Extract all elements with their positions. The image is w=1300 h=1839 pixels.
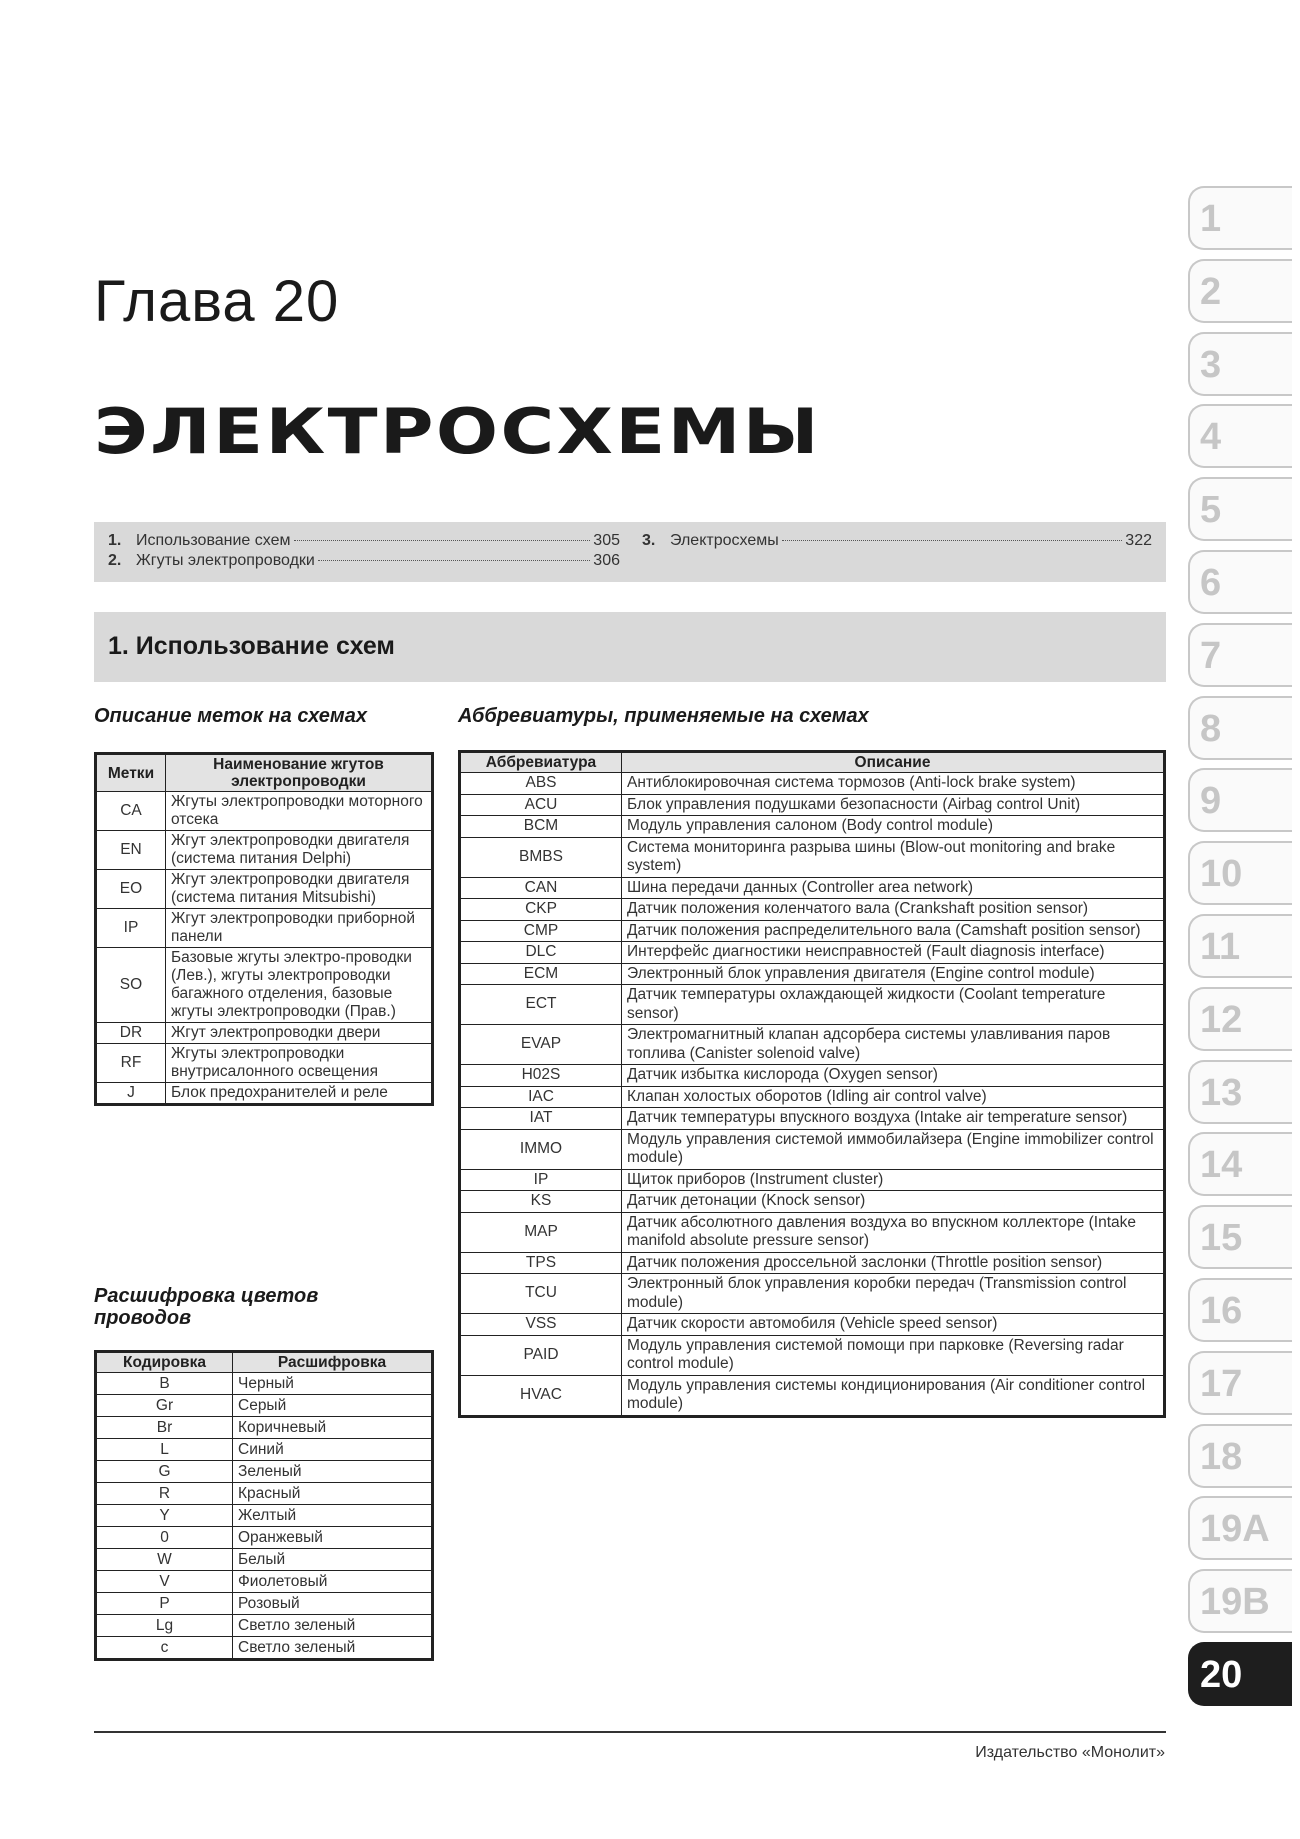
chapter-tab-18[interactable]: 18 (1188, 1424, 1292, 1488)
row-description: Базовые жгуты электро-проводки (Лев.), жгуты электропроводки багажного отделения, базовые жгуты электропроводки (Прав.) (166, 948, 433, 1023)
marks-table (94, 752, 434, 1106)
row-code: TCU (460, 1274, 622, 1314)
row-code: R (96, 1483, 233, 1505)
table-row (96, 1637, 433, 1660)
table-header-row (96, 754, 433, 792)
chapter-tab-1[interactable]: 1 (1188, 186, 1292, 250)
table-header-row (96, 1352, 433, 1373)
marks-heading: Описание меток на схемах (94, 705, 367, 727)
toc-leader (782, 540, 1123, 541)
row-code: ABS (460, 773, 622, 795)
toc-leader (294, 540, 591, 541)
row-code: B (96, 1373, 233, 1395)
row-code: Lg (96, 1615, 233, 1637)
table-row (96, 1483, 433, 1505)
table-row (96, 1023, 433, 1044)
table-row (96, 870, 433, 909)
toc-title: Жгуты электропроводки (136, 552, 315, 569)
row-description: Датчик скорости автомобиля (Vehicle speed sensor) (622, 1314, 1165, 1336)
chapter-tab-16[interactable]: 16 (1188, 1278, 1292, 1342)
table-row (460, 1335, 1165, 1375)
row-code: RF (96, 1044, 166, 1083)
row-code: CKP (460, 899, 622, 921)
toc-entry[interactable] (108, 532, 620, 550)
table-row (460, 1191, 1165, 1213)
row-code: TPS (460, 1252, 622, 1274)
row-description: Жгут электропроводки приборной панели (166, 909, 433, 948)
chapter-tab-19a[interactable]: 19A (1188, 1496, 1292, 1560)
row-description: Клапан холостых оборотов (Idling air control valve) (622, 1086, 1165, 1108)
table-row (460, 985, 1165, 1025)
page-title: ЭЛЕКТРОСХЕМЫ (94, 395, 821, 468)
toc-number: 1. (108, 532, 122, 549)
table-row (96, 948, 433, 1023)
table-row (460, 1086, 1165, 1108)
column-header: Наименование жгутов электропроводки (166, 754, 433, 792)
row-description: Черный (233, 1373, 433, 1395)
row-code: IAC (460, 1086, 622, 1108)
chapter-tab-5[interactable]: 5 (1188, 477, 1292, 541)
row-code: c (96, 1637, 233, 1660)
row-description: Серый (233, 1395, 433, 1417)
row-code: KS (460, 1191, 622, 1213)
table-row (96, 1373, 433, 1395)
row-code: IMMO (460, 1129, 622, 1169)
abbreviations-table (458, 750, 1166, 1418)
chapter-tab-3[interactable]: 3 (1188, 332, 1292, 396)
row-code: L (96, 1439, 233, 1461)
table-row (460, 920, 1165, 942)
row-code: IP (460, 1169, 622, 1191)
table-row (460, 877, 1165, 899)
row-code: ACU (460, 794, 622, 816)
row-description: Зеленый (233, 1461, 433, 1483)
toc-title: Электросхемы (670, 532, 779, 549)
colors-table (94, 1350, 434, 1661)
row-description: Датчик абсолютного давления воздуха во впускном коллекторе (Intake manifold absolute pressure sensor) (622, 1212, 1165, 1252)
row-description: Жгуты электропроводки моторного отсека (166, 792, 433, 831)
section-header (94, 612, 1166, 682)
chapter-tab-9[interactable]: 9 (1188, 768, 1292, 832)
table-row (96, 1044, 433, 1083)
abbreviations-table-body (460, 773, 1165, 1417)
row-description: Жгут электропроводки двигателя (система питания Mitsubishi) (166, 870, 433, 909)
table-row (460, 816, 1165, 838)
chapter-label: Глава 20 (94, 269, 340, 334)
table-row (96, 1615, 433, 1637)
table-row (460, 1252, 1165, 1274)
toc-page: 322 (1125, 532, 1152, 549)
row-code: MAP (460, 1212, 622, 1252)
table-row (460, 794, 1165, 816)
row-description: Датчик детонации (Knock sensor) (622, 1191, 1165, 1213)
table-row (460, 942, 1165, 964)
row-code: Y (96, 1505, 233, 1527)
column-header: Описание (622, 752, 1165, 773)
row-code: EVAP (460, 1025, 622, 1065)
row-code: SO (96, 948, 166, 1023)
table-row (460, 1274, 1165, 1314)
row-code: P (96, 1593, 233, 1615)
chapter-tab-8[interactable]: 8 (1188, 696, 1292, 760)
colors-table-body (96, 1373, 433, 1660)
table-row (460, 1025, 1165, 1065)
abbreviations-heading: Аббревиатуры, применяемые на схемах (458, 705, 869, 727)
row-description: Фиолетовый (233, 1571, 433, 1593)
row-code: W (96, 1549, 233, 1571)
row-description: Розовый (233, 1593, 433, 1615)
row-description: Модуль управления системой помощи при парковке (Reversing radar control module) (622, 1335, 1165, 1375)
toc-entry[interactable] (108, 552, 620, 570)
row-description: Датчик положения дроссельной заслонки (Throttle position sensor) (622, 1252, 1165, 1274)
chapter-tab-4[interactable]: 4 (1188, 404, 1292, 468)
row-description: Датчик избытка кислорода (Oxygen sensor) (622, 1065, 1165, 1087)
row-description: Блок управления подушками безопасности (Airbag control Unit) (622, 794, 1165, 816)
section-title: 1. Использование схем (108, 632, 395, 660)
row-description: Электронный блок управления двигателя (Engine control module) (622, 963, 1165, 985)
row-code: J (96, 1083, 166, 1105)
row-description: Красный (233, 1483, 433, 1505)
table-row (96, 1527, 433, 1549)
row-description: Блок предохранителей и реле (166, 1083, 433, 1105)
row-description: Датчик положения коленчатого вала (Crankshaft position sensor) (622, 899, 1165, 921)
row-description: Антиблокировочная система тормозов (Anti-lock brake system) (622, 773, 1165, 795)
table-row (460, 837, 1165, 877)
row-code: Gr (96, 1395, 233, 1417)
row-code: DR (96, 1023, 166, 1044)
row-description: Электронный блок управления коробки передач (Transmission control module) (622, 1274, 1165, 1314)
toc-page: 305 (593, 532, 620, 549)
row-description: Электромагнитный клапан адсорбера системы улавливания паров топлива (Canister solenoid valve) (622, 1025, 1165, 1065)
row-code: PAID (460, 1335, 622, 1375)
row-description: Система мониторинга разрыва шины (Blow-out monitoring and brake system) (622, 837, 1165, 877)
row-description: Модуль управления системой иммобилайзера (Engine immobilizer control module) (622, 1129, 1165, 1169)
row-code: DLC (460, 942, 622, 964)
chapter-tab-17[interactable]: 17 (1188, 1351, 1292, 1415)
table-of-contents (94, 522, 1166, 582)
row-description: Жгут электропроводки двигателя (система питания Delphi) (166, 831, 433, 870)
table-row (460, 1169, 1165, 1191)
row-description: Жгут электропроводки двери (166, 1023, 433, 1044)
row-code: ECT (460, 985, 622, 1025)
row-description: Светло зеленый (233, 1637, 433, 1660)
table-header-row (460, 752, 1165, 773)
table-row (96, 1439, 433, 1461)
row-description: Модуль управления системы кондиционирования (Air conditioner control module) (622, 1375, 1165, 1416)
table-row (460, 1065, 1165, 1087)
column-header: Аббревиатура (460, 752, 622, 773)
row-code: CMP (460, 920, 622, 942)
colors-heading: Расшифровка цветов проводов (94, 1285, 319, 1329)
row-description: Интерфейс диагностики неисправностей (Fault diagnosis interface) (622, 942, 1165, 964)
column-header: Метки (96, 754, 166, 792)
table-row (460, 1108, 1165, 1130)
marks-table-body (96, 792, 433, 1105)
table-row (460, 1314, 1165, 1336)
chapter-tab-2[interactable]: 2 (1188, 259, 1292, 323)
table-row (96, 1571, 433, 1593)
row-description: Датчик температуры впускного воздуха (Intake air temperature sensor) (622, 1108, 1165, 1130)
row-code: H02S (460, 1065, 622, 1087)
row-code: CAN (460, 877, 622, 899)
row-code: VSS (460, 1314, 622, 1336)
table-row (96, 1083, 433, 1105)
row-description: Светло зеленый (233, 1615, 433, 1637)
chapter-tab-13[interactable]: 13 (1188, 1060, 1292, 1124)
chapter-tab-10[interactable]: 10 (1188, 841, 1292, 905)
row-code: Br (96, 1417, 233, 1439)
table-row (96, 1593, 433, 1615)
toc-title: Использование схем (136, 532, 291, 549)
chapter-tab-20[interactable]: 20 (1188, 1642, 1292, 1706)
table-row (96, 831, 433, 870)
row-description: Шина передачи данных (Controller area network) (622, 877, 1165, 899)
row-code: G (96, 1461, 233, 1483)
toc-page: 306 (593, 552, 620, 569)
row-code: V (96, 1571, 233, 1593)
row-code: BCM (460, 816, 622, 838)
table-row (96, 1461, 433, 1483)
table-row (460, 1212, 1165, 1252)
table-row (96, 1395, 433, 1417)
row-description: Модуль управления салоном (Body control module) (622, 816, 1165, 838)
row-description: Коричневый (233, 1417, 433, 1439)
table-row (460, 1129, 1165, 1169)
row-description: Желтый (233, 1505, 433, 1527)
row-description: Синий (233, 1439, 433, 1461)
row-description: Оранжевый (233, 1527, 433, 1549)
row-code: CA (96, 792, 166, 831)
row-description: Датчик температуры охлаждающей жидкости (Coolant temperature sensor) (622, 985, 1165, 1025)
toc-leader (318, 560, 590, 561)
row-code: EO (96, 870, 166, 909)
table-row (460, 773, 1165, 795)
row-description: Щиток приборов (Instrument cluster) (622, 1169, 1165, 1191)
chapter-tab-11[interactable]: 11 (1188, 914, 1292, 978)
chapter-tab-19b[interactable]: 19B (1188, 1569, 1292, 1633)
row-code: IAT (460, 1108, 622, 1130)
chapter-tab-15[interactable]: 15 (1188, 1205, 1292, 1269)
footer-divider (94, 1731, 1166, 1733)
row-description: Белый (233, 1549, 433, 1571)
table-row (96, 1505, 433, 1527)
row-code: 0 (96, 1527, 233, 1549)
table-row (96, 792, 433, 831)
table-row (96, 1417, 433, 1439)
toc-number: 2. (108, 552, 122, 569)
toc-number: 3. (642, 532, 656, 549)
row-code: IP (96, 909, 166, 948)
row-description: Датчик положения распределительного вала (Camshaft position sensor) (622, 920, 1165, 942)
table-row (96, 1549, 433, 1571)
chapter-tab-6[interactable]: 6 (1188, 550, 1292, 614)
row-description: Жгуты электропроводки внутрисалонного освещения (166, 1044, 433, 1083)
row-code: HVAC (460, 1375, 622, 1416)
row-code: ECM (460, 963, 622, 985)
toc-entry[interactable] (642, 532, 1152, 550)
column-header: Кодировка (96, 1352, 233, 1373)
column-header: Расшифровка (233, 1352, 433, 1373)
table-row (460, 1375, 1165, 1416)
table-row (460, 899, 1165, 921)
row-code: EN (96, 831, 166, 870)
row-code: BMBS (460, 837, 622, 877)
publisher-name: Издательство «Монолит» (975, 1744, 1165, 1761)
chapter-tab-14[interactable]: 14 (1188, 1132, 1292, 1196)
chapter-tab-12[interactable]: 12 (1188, 987, 1292, 1051)
table-row (460, 963, 1165, 985)
chapter-tab-7[interactable]: 7 (1188, 623, 1292, 687)
table-row (96, 909, 433, 948)
